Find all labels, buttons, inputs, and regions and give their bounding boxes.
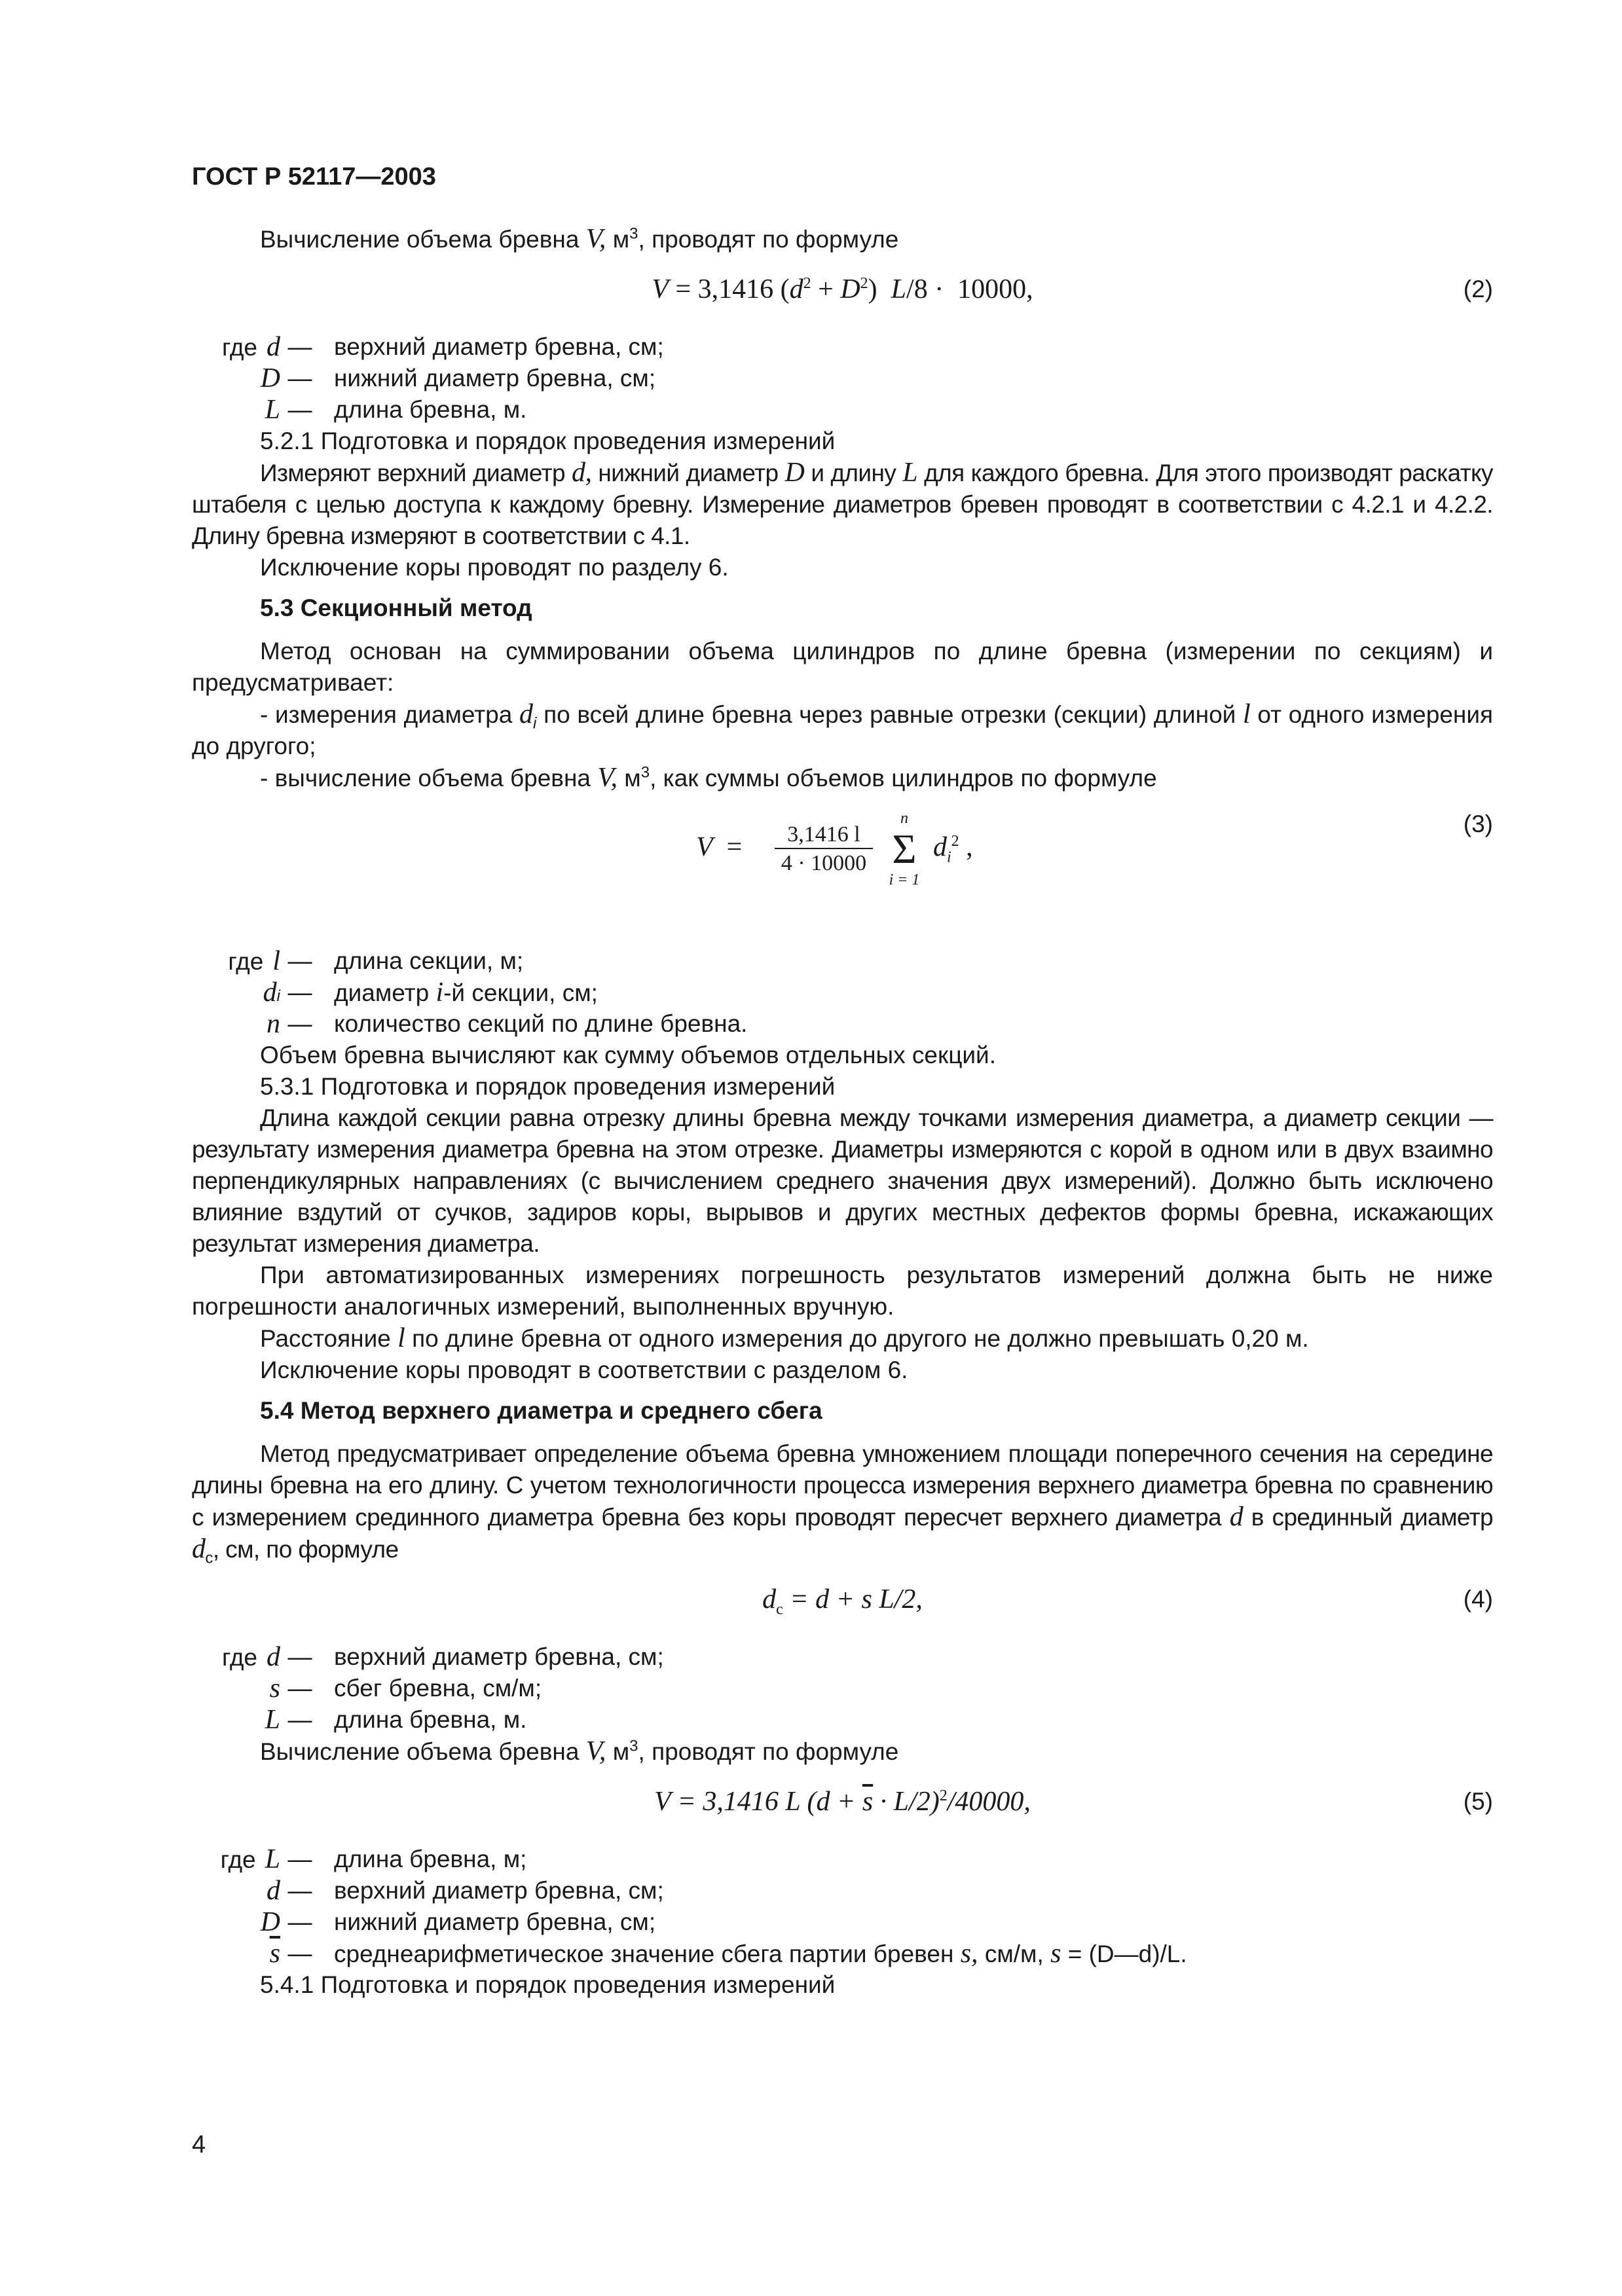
paragraph-measure: Измеряют верхний диаметр d, нижний диаметр D и длину L для каждого бревна. Для этого производят раскатку штабеля с целью доступа к каждому бревну. Измерение диаметров бревен проводят в соответствии с 4.2.1 и 4.2.2. Длину бревна измеряют в соответствии с 4.1. (192, 458, 1493, 549)
subsection-531-title: 5.3.1 Подготовка и порядок проведения измерений (260, 1073, 836, 1100)
where-row: L — длина бревна, м. (265, 1705, 527, 1735)
subsection-541-title: 5.4.1 Подготовка и порядок проведения измерений (260, 1971, 836, 1998)
where-row: s — сбег бревна, см/м; (269, 1673, 542, 1704)
section-5-3-heading: 5.3 Секционный метод (260, 594, 532, 621)
paragraph-54-intro: Метод предусматривает определение объема бревна умножением площади поперечного сечения на середине длины бревна на его длину. С учетом технологичности процесса измерения верхнего диаметра бревна по сравнению с измерением срединного диаметра бревна без коры проводят пересчет верхнего диаметра d в срединный диаметр $d_с$, см, по формуле (192, 1440, 1494, 1567)
formula-4 (192, 1573, 1493, 1626)
where-row: d — верхний диаметр бревна, см; (267, 1876, 664, 1906)
paragraph-sum: Объем бревна вычисляют как сумму объемов отдельных секций. (260, 1042, 997, 1068)
where-row: где d — верхний диаметр бревна, см; (221, 1641, 664, 1672)
section-5-4-heading: 5.4 Метод верхнего диаметра и среднего сбега (260, 1397, 822, 1424)
formula-4-expression: $d_с = d + s$ L/2, (762, 1584, 923, 1618)
where-row: L — длина бревна, м. (265, 395, 527, 425)
where-row: где L — длина бревна, м; (220, 1844, 527, 1874)
where-row: D — нижний диаметр бревна, см; (260, 1907, 656, 1937)
where-list-4 (192, 1641, 1493, 1736)
formula-3-lhs: V = (696, 832, 743, 862)
where-list-2 (192, 331, 1493, 426)
formula-3-fraction: $\frac{3,1416 l}{4 \cdot 10000}$ (775, 822, 873, 878)
paragraph-distance: Расстояние l по длине бревна от одного измерения до другого не должно превышать 0,20 м. (260, 1323, 1309, 1353)
paragraph-bark-2: Исключение коры проводят в соответствии с разделом 6. (260, 1357, 908, 1383)
formula-5-expression: V = 3,1416 L $(d + \overline{s} \cdot L/2)^2/40000$, (654, 1787, 1031, 1817)
formula-3 (192, 809, 1493, 923)
formula-2 (192, 263, 1493, 316)
where-row: d i — диаметр i-й секции, см; (263, 977, 598, 1008)
paragraph-53-intro: Метод основан на суммировании объема цилиндров по длине бревна (измерении по секциям) и предусматривает: (192, 638, 1493, 696)
formula-4-number: (4) (1463, 1586, 1493, 1613)
paragraph-section-length: Длина каждой секции равна отрезку длины бревна между точками измерения диаметра, а диаметр секции — результату измерения диаметра бревна на этом отрезке. Диаметры измеряются с корой в одном или в двух взаимно перпендикулярных направлениях (с вычислением среднего значения двух измерений). Должно быть исключено влияние вздутий от сучков, задиров коры, вырывов и других местных дефектов формы бревна, искажающих результат измерения диаметра. (192, 1104, 1493, 1257)
formula-2-expression: V = 3,1416 $(d^2 + D^2) L/8 \cdot 10000$, (652, 274, 1033, 304)
subsection-521-title: 5.2.1 Подготовка и порядок проведения измерений (260, 428, 836, 454)
paragraph-bark-1: Исключение коры проводят по разделу 6. (260, 554, 729, 581)
page-number: 4 (192, 2131, 206, 2159)
formula-5 (192, 1776, 1493, 1828)
where-row: n — количество секций по длине бревна. (267, 1009, 748, 1039)
sigma-symbol: n Σ i = 1 (889, 810, 920, 888)
formula-5-number: (5) (1463, 1788, 1493, 1815)
where-row: D — нижний диаметр бревна, см; (260, 363, 656, 393)
formula5-intro: Вычисление объема бревна V, $м^3$, проводят по формуле (260, 1736, 899, 1766)
formula-3-term: $d_i^2$ , (933, 832, 973, 866)
document-header: ГОСТ Р 52117—2003 (192, 163, 436, 191)
paragraph-automation: При автоматизированных измерениях погрешность результатов измерений должна быть не ниже погрешности аналогичных измерений, выполненных вручную. (192, 1262, 1493, 1320)
bullet-diameters: - измерения диаметра $d_i$ по всей длине бревна через равные отрезки (секции) длиной l от одного измерения до другого; (192, 699, 1494, 759)
where-row: где l — длина секции, м; (228, 945, 524, 976)
where-list-5 (192, 1844, 1493, 1969)
where-row: $\overline{s}$ — среднеарифметическое значение сбега партии бревен s, см/м, s = (D—d)/L. (269, 1938, 1187, 1969)
formula-2-number: (2) (1463, 276, 1493, 302)
where-row: где d — верхний диаметр бревна, см; (221, 331, 664, 362)
formula2-intro: Вычисление объема бревна V, $м^3$, проводят по формуле (260, 224, 899, 254)
formula-3-number: (3) (1463, 811, 1493, 837)
page-content (192, 223, 1493, 2001)
where-list-3 (192, 945, 1493, 1040)
bullet-volume: - вычисление объема бревна V, $м^3$, как суммы объемов цилиндров по формуле (260, 763, 1157, 793)
